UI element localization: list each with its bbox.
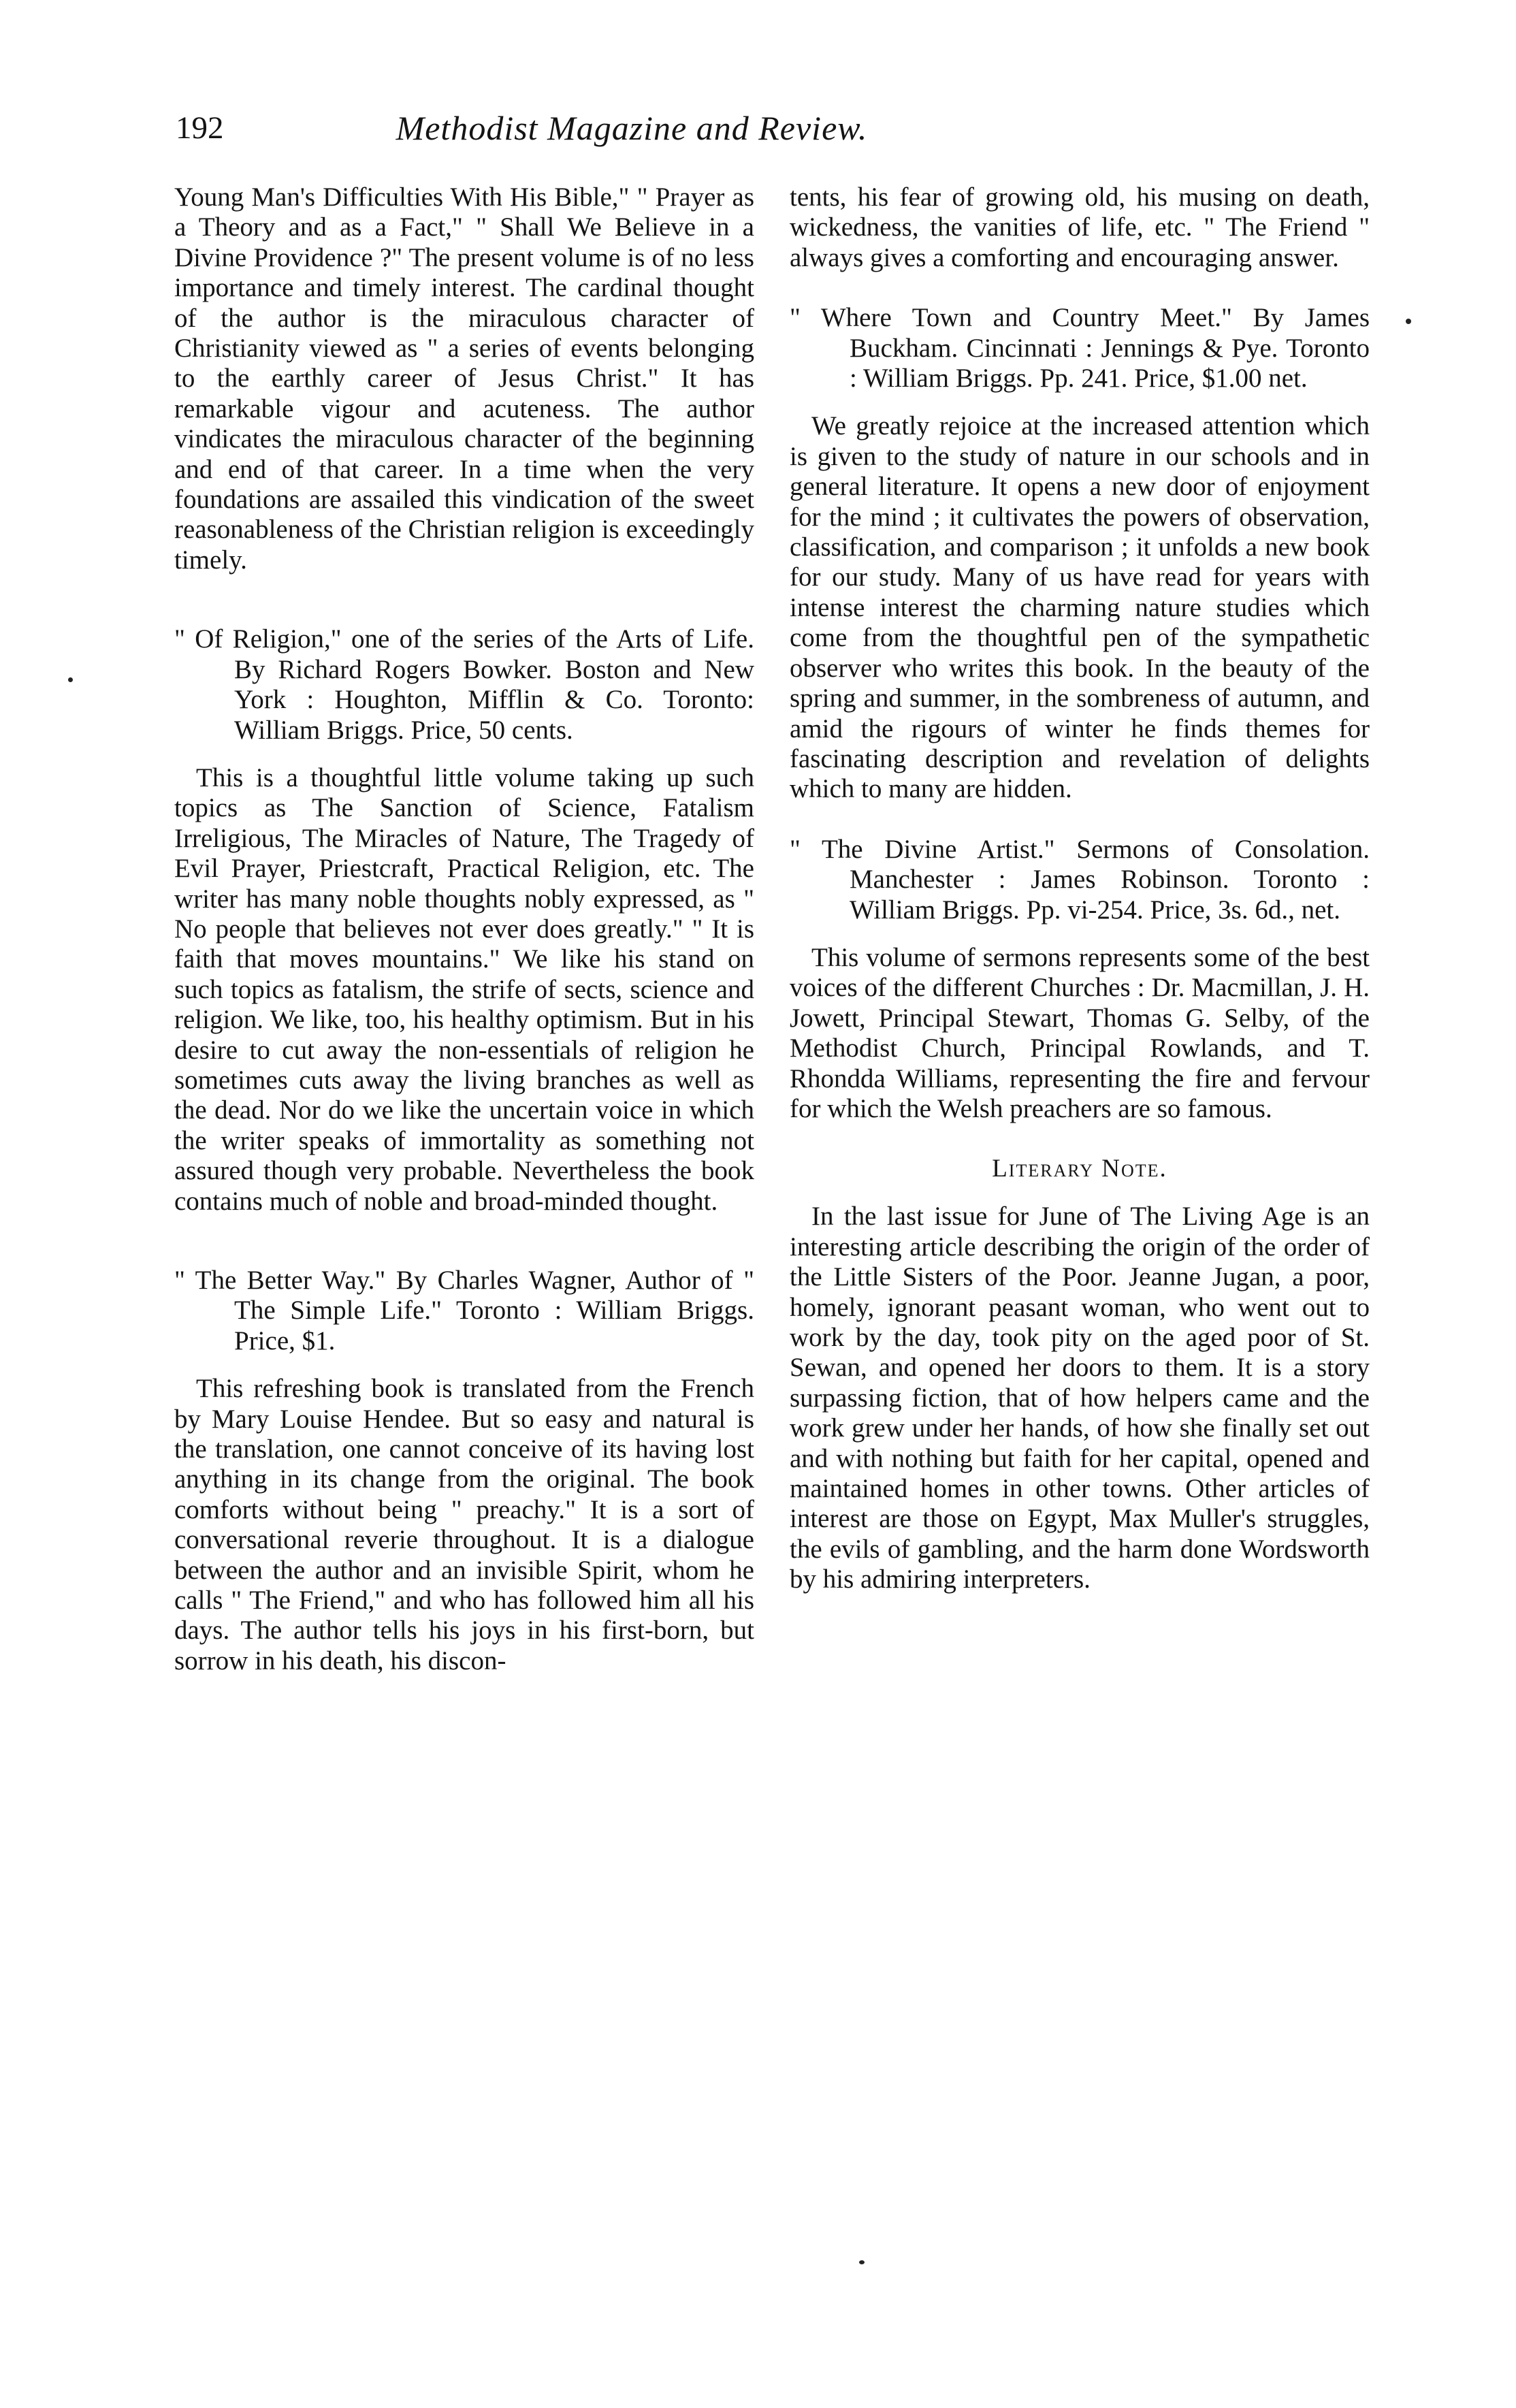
book-entry-details: By Charles Wagner, Author of " The Simple Life." Toronto : William Briggs. Price, $1.	[234, 1266, 754, 1355]
right-column	[790, 182, 1370, 1595]
book-entry-details: Sermons of Consolation. Manchester : James Robinson. Toronto : William Briggs. Pp. vi-254. Price, 3s. 6d., net.	[850, 834, 1370, 925]
review-paragraph: tents, his fear of growing old, his musing on death, wickedness, the vanities of life, etc. " The Friend " always gives a comforting and encouraging answer.	[790, 182, 1370, 272]
print-speck	[859, 2260, 865, 2264]
review-paragraph: Young Man's Difficulties With His Bible," " Prayer as a Theory and as a Fact," " Shall We Believe in a Divine Providence ?" The present volume is of no less importance and timely interest. The cardinal thought of the author is the miraculous character of Christianity viewed as " a series of events belonging to the earthly career of Jesus Christ." It has remarkable vigour and acuteness. The author vindicates the miraculous character of the beginning and end of that career. In a time when the very foundations are assailed this vindication of the sweet reasonableness of the Christian religion is exceedingly timely.	[174, 182, 754, 575]
book-entry-details: By James Buckham. Cincinnati : Jennings & Pye. Toronto : William Briggs. Pp. 241. Price, $1.00 net.	[850, 303, 1370, 394]
book-entry	[790, 303, 1370, 394]
book-entry-title: " Where Town and Country Meet."	[790, 303, 1232, 333]
book-entry-title: " The Better Way."	[174, 1266, 386, 1295]
book-entry	[174, 1266, 754, 1356]
section-heading: Literary Note.	[992, 1155, 1167, 1183]
print-speck	[68, 677, 73, 682]
left-column	[174, 182, 754, 1676]
book-entry-title: " Of Religion," one of the series of the Arts of Life.	[174, 624, 754, 654]
book-entry	[174, 624, 754, 745]
page-number: 192	[176, 110, 224, 146]
review-paragraph: This is a thoughtful little volume taking up such topics as The Sanction of Science, Fatalism Irreligious, The Miracles of Nature, The Tragedy of Evil Prayer, Priestcraft, Practical Religion, etc. The writer has many noble thoughts nobly expressed, as " No people that believes not ever does greatly." " It is faith that moves mountains." We like his stand on such topics as fatalism, the strife of sects, science and religion. We like, too, his healthy optimism. But in his desire to cut away the non-essentials of religion he sometimes cuts away the living branches as well as the dead. Nor do we like the uncertain voice in which the writer speaks of immortality as something not assured though very probable. Nevertheless the book contains much of noble and broad-minded thought.	[174, 762, 754, 1216]
print-speck	[1406, 319, 1411, 324]
book-entry-details: By Richard Rogers Bowker. Boston and New York : Houghton, Mifflin & Co. Toronto: William Briggs. Price, 50 cents.	[234, 654, 754, 745]
book-entry-title: " The Divine Artist."	[790, 834, 1055, 864]
review-paragraph: This refreshing book is translated from the French by Mary Louise Hendee. But so easy and natural is the translation, one cannot conceive of its having lost anything in its change from the original. The book comforts without being " preachy." It is a sort of conversational reverie throughout. It is a dialogue between the author and an invisible Spirit, whom he calls " The Friend," and who has followed him all his days. The author tells his joys in his first-born, but sorrow in his death, his discon-	[174, 1374, 754, 1675]
book-entry	[790, 835, 1370, 925]
page-header	[176, 108, 1088, 169]
review-paragraph: In the last issue for June of The Living Age is an interesting article describing the origin of the order of the Little Sisters of the Poor. Jeanne Jugan, a poor, homely, ignorant peasant woman, who went out to work by the day, took pity on the aged poor of St. Sewan, and opened her doors to them. It is a story surpassing fiction, that of how helpers came and the work grew under her hands, of how she finally set out and with nothing but faith for her capital, opened and maintained homes in other towns. Other articles of interest are those on Egypt, Max Muller's struggles, the evils of gambling, and the harm done Wordsworth by his admiring interpreters.	[790, 1202, 1370, 1594]
running-title: Methodist Magazine and Review.	[396, 109, 868, 147]
review-paragraph: This volume of sermons represents some of the best voices of the different Churches : Dr. Macmillan, J. H. Jowett, Principal Stewart, Thomas G. Selby, of the Methodist Church, Principal Rowlands, and T. Rhondda Williams, representing the fire and fervour for which the Welsh preachers are so famous.	[790, 942, 1370, 1123]
review-paragraph: We greatly rejoice at the increased attention which is given to the study of nature in our schools and in general literature. It opens a new door of enjoyment for the mind ; it cultivates the powers of observation, classification, and comparison ; it unfolds a new book for our study. Many of us have read for years with intense interest the charming nature studies which come from the thoughtful pen of the sympathetic observer who writes this book. In the beauty of the spring and summer, in the sombreness of autumn, and amid the rigours of winter he finds themes for fascinating description and revelation of delights which to many are hidden.	[790, 411, 1370, 804]
